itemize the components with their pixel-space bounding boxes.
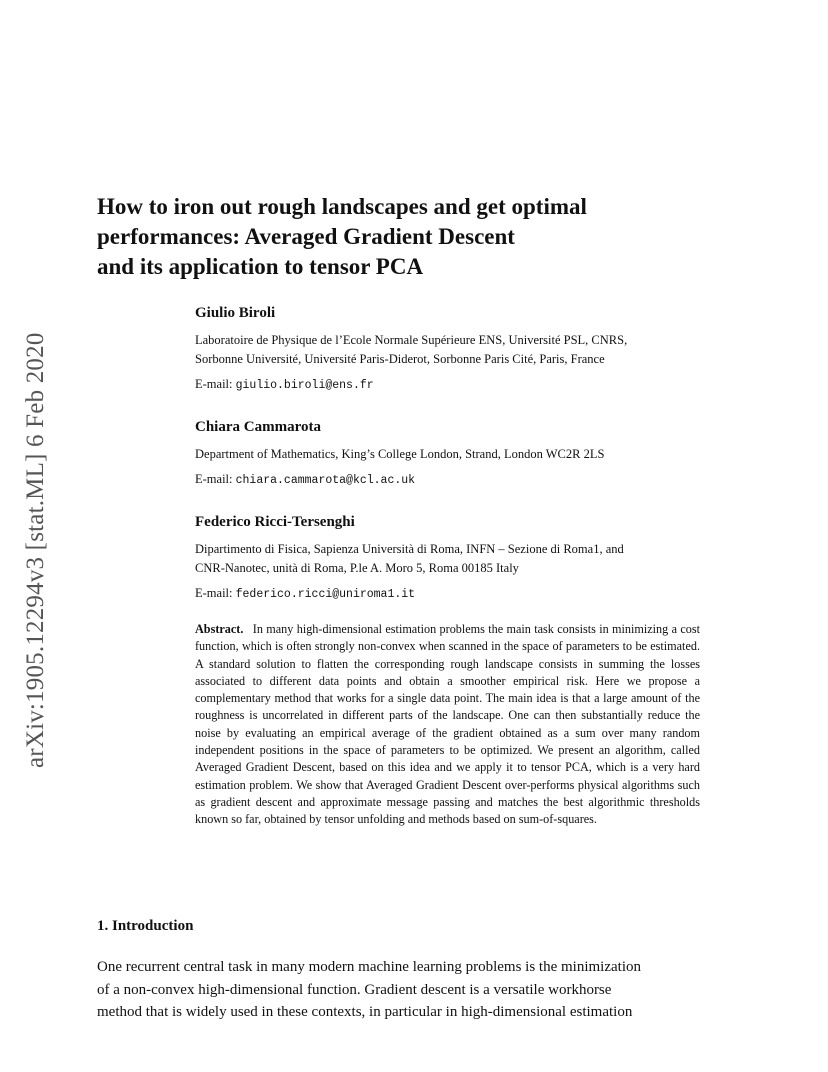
abstract <box>195 621 700 829</box>
arxiv-identifier-text: arXiv:1905.12294v3 [stat.ML] 6 Feb 2020 <box>22 332 49 768</box>
abstract-heading: Abstract. <box>195 622 244 636</box>
paper-title <box>97 192 737 282</box>
introduction-line: method that is widely used in these contexts, in particular in high-dimensional estimation <box>97 1004 633 1020</box>
author-email: giulio.biroli@ens.fr <box>235 379 374 392</box>
arxiv-identifier-stamp <box>22 290 50 768</box>
author-affiliation-line: Sorbonne Université, Université Paris-Diderot, Sorbonne Paris Cité, Paris, France <box>195 352 605 366</box>
title-line-2: performances: Averaged Gradient Descent <box>97 224 515 249</box>
author-affiliation-line: Laboratoire de Physique de l’Ecole Normale Supérieure ENS, Université PSL, CNRS, <box>195 333 628 347</box>
author-email: federico.ricci@uniroma1.it <box>235 588 416 601</box>
author-affiliation-line: Dipartimento di Fisica, Sapienza Università di Roma, INFN – Sezione di Roma1, and <box>195 542 624 556</box>
author-block-cammarota <box>195 417 755 490</box>
author-email-row <box>195 375 755 395</box>
introduction-paragraph <box>97 956 700 1024</box>
author-email-row <box>195 470 755 490</box>
title-line-3: and its application to tensor PCA <box>97 254 424 279</box>
author-affiliation-line: CNR-Nanotec, unità di Roma, P.le A. Moro 5, Roma 00185 Italy <box>195 561 519 575</box>
title-line-1: How to iron out rough landscapes and get optimal <box>97 194 587 219</box>
author-name: Federico Ricci-Tersenghi <box>195 514 355 530</box>
section-heading-introduction: 1. Introduction <box>97 918 194 934</box>
introduction-line: One recurrent central task in many modern machine learning problems is the minimization <box>97 959 641 975</box>
email-label: E-mail: <box>195 472 233 486</box>
author-email: chiara.cammarota@kcl.ac.uk <box>235 474 416 487</box>
author-name: Giulio Biroli <box>195 305 276 321</box>
email-label: E-mail: <box>195 377 233 391</box>
author-block-biroli <box>195 303 755 395</box>
author-list <box>195 303 755 626</box>
author-affiliation-line: Department of Mathematics, King’s College London, Strand, London WC2R 2LS <box>195 447 605 461</box>
author-name: Chiara Cammarota <box>195 419 321 435</box>
introduction-line: of a non-convex high-dimensional function. Gradient descent is a versatile workhorse <box>97 981 612 998</box>
abstract-text: In many high-dimensional estimation problems the main task consists in minimizing a cost function, which is often strongly non-convex when scanned in the space of parameters to be estimated. A standard solution to flatten the corresponding rough landscape consists in summing the losses associated to different data points and obtain a smoother empirical risk. Here we propose a complementary method that works for a single data point. The main idea is that a large amount of the roughness is uncorrelated in different parts of the landscape. One can then substantially reduce the noise by evaluating an empirical average of the gradient obtained as a sum over many random independent positions in the space of parameters to be optimized. We present an algorithm, called Averaged Gradient Descent, based on this idea and we apply it to tensor PCA, which is a very hard estimation problem. We show that Averaged Gradient Descent over-performs physical algorithms such as gradient descent and approximate message passing and matches the best algorithmic thresholds known so far, obtained by tensor unfolding and methods based on sum-of-squares. <box>195 622 701 827</box>
author-block-ricci-tersenghi <box>195 512 755 604</box>
email-label: E-mail: <box>195 586 233 600</box>
author-email-row <box>195 584 755 604</box>
